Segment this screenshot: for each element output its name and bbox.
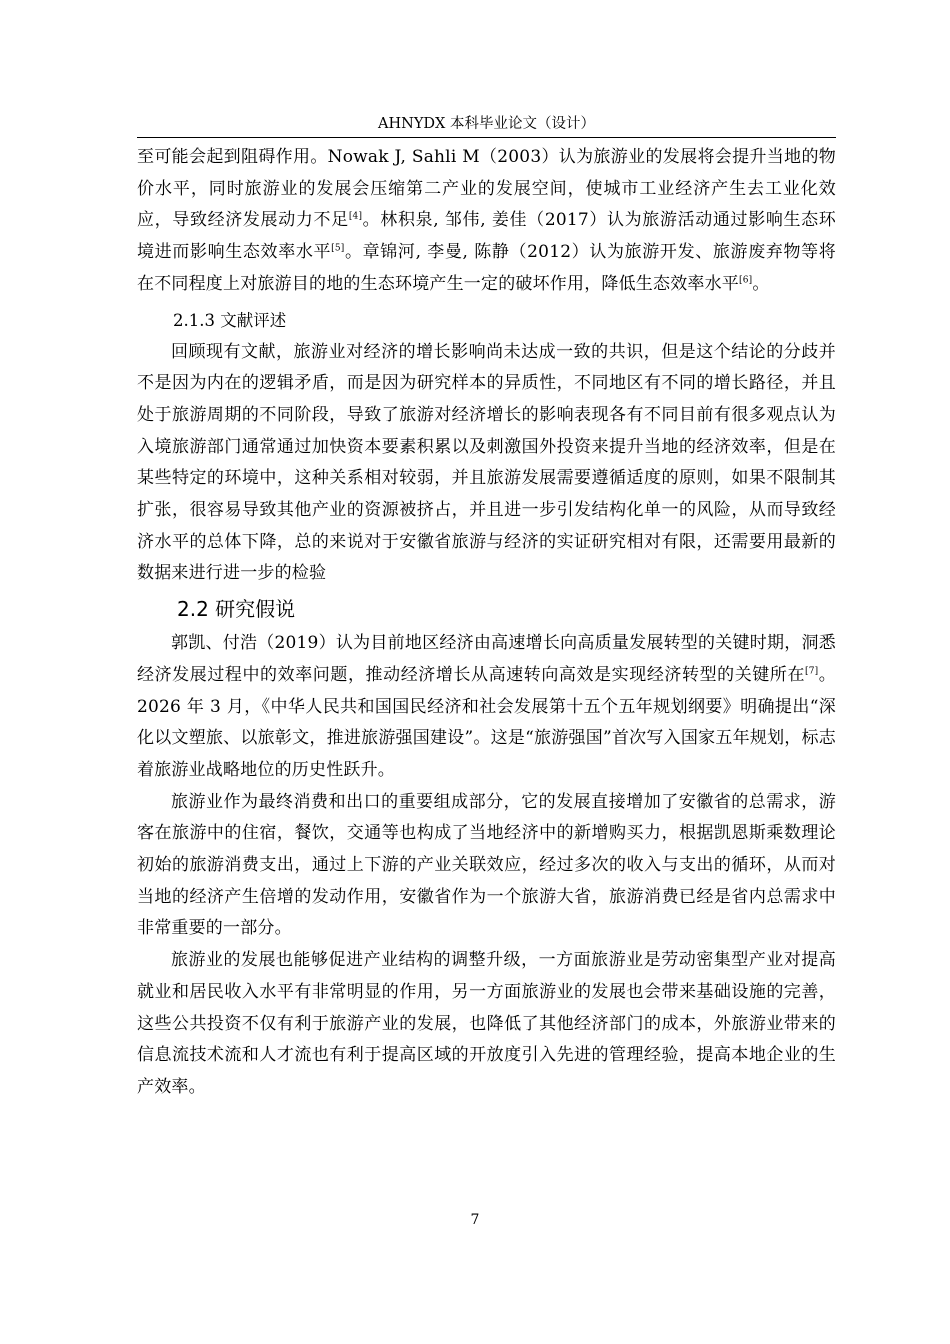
citation-6: [6] [739,275,753,286]
paragraph-1-text-d: 。 [752,273,770,294]
paragraph-3 [137,628,836,787]
citation-7: [7] [805,666,819,677]
paragraph-5: 旅游业的发展也能够促进产业结构的调整升级，一方面旅游业是劳动密集型产业对提高就业和居民收入水平有非常明显的作用，另一方面旅游业的发展也会带来基础设施的完善，这些公共投资不仅有利于旅游产业的发展，也降低了其他经济部门的成本，外旅游业带来的信息流技术流和人才流也有利于提高区域的开放度引入先进的管理经验，提高本地企业的生产效率。 [137,950,836,1097]
page-number: 7 [470,1212,480,1228]
paragraph-1-text-a: 至可能会起到阻碍作用。Nowak J, Sahli M（2003）认为旅游业的发展将会提升当地的物价水平，同时旅游业的发展会压缩第二产业的发展空间，使城市工业经济产生去工业化效应，导致经济发展动力不足 [137,147,836,231]
paragraph-1 [137,142,836,301]
citation-4: [4] [348,211,363,222]
paragraph-1-text-b: 。林积泉, 邹伟, 姜佳（2017）认为旅游活动通过影响生态环境进而影响生态效率水平 [137,210,837,263]
section-heading-2-1-3: 2.1.3 文献评述 [173,310,287,330]
header-rule [137,137,836,138]
running-header: AHNYDX 本科毕业论文（设计） [378,116,595,132]
paragraph-3-text-a: 郭凯、付浩（2019）认为目前地区经济由高速增长向高质量发展转型的关键时期，洞悉经济发展过程中的效率问题，推动经济增长从高速转向高效是实现经济转型的关键所在 [137,633,836,685]
paragraph-1-text-c: 。章锦河, 李曼, 陈静（2012）认为旅游开发、旅游废弃物等将在不同程度上对旅游目的地的生态环境产生一定的破坏作用，降低生态效率水平 [137,242,836,294]
citation-5: [5] [331,243,345,254]
paragraph-3-text-b: 。2026 年 3 月，《中华人民共和国国民经济和社会发展第十五个五年规划纲要》明确提出“深化以文塑旅、以旅彰文，推进旅游强国建设”。这是“旅游强国”首次写入国家五年规划，标志着旅游业战略地位的历史性跃升。 [137,664,836,780]
paragraph-4: 旅游业作为最终消费和出口的重要组成部分，它的发展直接增加了安徽省的总需求，游客在旅游中的住宿，餐饮，交通等也构成了当地经济中的新增购买力，根据凯恩斯乘数理论初始的旅游消费支出，通过上下游的产业关联效应，经过多次的收入与支出的循环，从而对当地的经济产生倍增的发动作用，安徽省作为一个旅游大省，旅游消费已经是省内总需求中非常重要的一部分。 [137,791,836,939]
section-heading-2-2: 2.2 研究假说 [177,597,296,622]
paragraph-2: 回顾现有文献，旅游业对经济的增长影响尚未达成一致的共识，但是这个结论的分歧并不是因为内在的逻辑矛盾，而是因为研究样本的异质性，不同地区有不同的增长路径，并且处于旅游周期的不同阶段，导致了旅游对经济增长的影响表现各有不同目前有很多观点认为入境旅游部门通常通过加快资本要素积累以及刺激国外投资来提升当地的经济效率，但是在某些特定的环境中，这种关系相对较弱，并且旅游发展需要遵循适度的原则，如果不限制其扩张，很容易导致其他产业的资源被挤占，并且进一步引发结构化单一的风险，从而导致经济水平的总体下降，总的来说对于安徽省旅游与经济的实证研究相对有限，还需要用最新的数据来进行进一步的检验 [137,341,836,584]
document-body [137,142,836,1104]
